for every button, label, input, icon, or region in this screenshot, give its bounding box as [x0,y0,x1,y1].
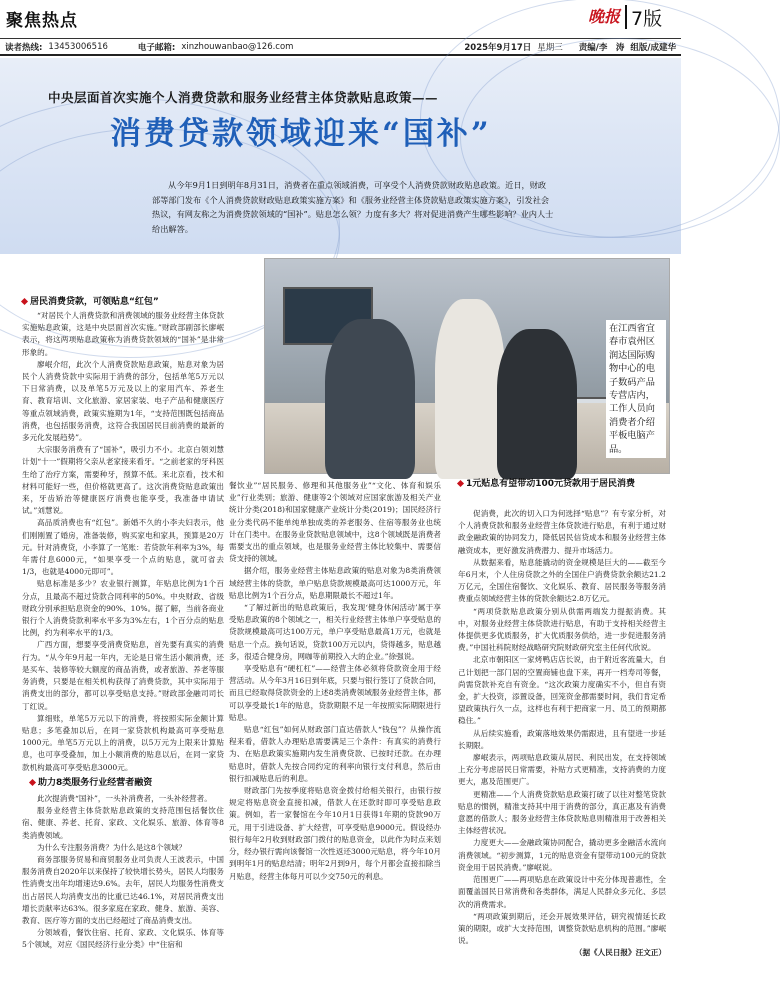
paragraph: 北京市朝阳区一家烤鸭店店长说，由于附近客流量大，自己计划把一部门居的空置商铺也盘下来，再开一档寿司等餐，尚需贷款补充自有资金。“这次政策力度确实不小，但自有资金，扩大投资，添置设备，回笼资金都需要时间，我们肯定希望政策执行久一点，这样也有利于把商家一月、员工的预期都稳住。” [458,655,666,726]
paper-logo: 晚报 [588,7,621,26]
paragraph: 服务业经营主体贷款贴息政策的支持范围包括餐饮住宿、健康、养老、托育、家政、文化娱乐、旅游、体育等8类消费领域。 [22,806,224,840]
kicker: 中央层面首次实施个人消费贷款和服务业经营主体贷款贴息政策—— [48,90,439,105]
page-number: 7版 [631,8,663,30]
editor-credit: 责编/李 涛 [578,42,625,53]
headline: 消费贷款领域迎来“国补” [110,116,492,152]
article-column-2 [229,480,441,955]
paragraph: 财政部门先按季度将贴息资金拨付给相关银行，由银行按规定将贴息资金直接扣减，借款人在还款时即可享受贴息政策。例如，若一家餐馆在今年10月1日获得1年期的贷款90万元，用于引进设备、扩大经营，可享受贴息9000元。假设经办银行每年2月收到财政部门拨付的贴息资金，以此作为时点来划分，经办银行需向该餐馆一次性返还3000元贴息，将今年10月到明年1月的贴息结清；明年2月到9月，每个月都会直接扣除当月贴息，经营主体每月可以少交750元的利息。 [229,786,441,881]
paragraph: 力度更大——金融政策协同配合，撬动更多金融活水流向消费领域。“初步测算，1元的贴息资金有望带动100元的贷款资金用于居民消费。”廖岷说。 [458,838,666,872]
paragraph: 从后续实施看，政策落地效果仍需跟进，且有望进一步延长期限。 [458,728,666,750]
paragraph: 廖岷表示，两项贴息政策从居民、利民出发，在支持领域上充分考虑居民日常需要，补贴方式更精准，支持消费的力度更大，惠及范围更广。 [458,753,666,787]
hotline-number: 13453006516 [48,41,108,52]
photo-caption: 在江西省宜春市袁州区润达国际购物中心的电子数码产品专营店内，工作人员向消费者介绍平板电脑产品。 [606,320,666,458]
hotline-label: 读者热线: [5,42,43,53]
subhead-consumer-loans: 居民消费贷款，可领贴息“红包” [22,296,159,309]
paragraph: 分领域看，餐饮住宿、托育、家政、文化娱乐、体育等5个领域，对应《国民经济行业分类》中“住宿和 [22,928,224,950]
article-column-1 [22,310,224,772]
paragraph: 此次提消费“国补”，一头补消费者，一头补经营者。 [37,794,212,803]
issue-date: 2025年9月17日 [464,42,532,53]
paragraph: 大宗服务消费有了“国补”，吸引力不小。北京白领刘慧计划“十一”假期将父亲从老家接来看牙。“之前老家的牙科医生给了治疗方案，需要种牙，预算不低。来北京看，技术和材料可能好一些，但价格就更高了。这次消费贷贴息政策出来，牙齿矫治等健康医疗消费也能享受，我准备申请试试。”刘慧说。 [22,445,224,516]
paragraph: “两项贷款贴息政策分别从供需两端发力提振消费。其中，对服务业经营主体贷款进行贴息，有助于支持相关经营主体提供更多优质服务，扩大优质服务供给，进一步促进服务消费。”中国社科院财经战略研究院财政研究室主任何代欣说。 [458,606,666,653]
email-label: 电子邮箱: [137,42,176,53]
paragraph: 享受贴息有“硬杠杠”——经营主体必须将贷款资金用于经营活动。从今年3月16日到年底，只要与银行签订了贷款合同，而且已经取得贷款资金的上述8类消费领域服务业经营主体，都可以享受最长1年的贴息，贷款期限不足一年按照实际期限进行贴息。 [229,664,441,722]
paragraph: 范围更广——两项贴息在政策设计中充分体现普惠性，全面覆盖国民日常消费和各类群体，满足人民群众多元化、多层次的消费需求。 [458,875,666,909]
paragraph: 促消费，此次的切入口为何选择“贴息”？有专家分析，对个人消费贷款和服务业经营主体贷款进行贴息，有利于通过财政金融政策的协同发力，降低居民信贷成本和服务业经营主体融资成本，更好激发消费潜力、提升市场活力。 [458,509,666,555]
article-column-3 [458,508,666,968]
paragraph: 商务部服务贸易和商贸服务业司负责人王波表示，中国服务消费自2020年以来保持了较快增长势头，居民人均服务性消费支出年均增速达9.6%。去年，居民人均服务性消费支出占居民人均消费支出的比重已达46.1%，对居民消费支出增长贡献率达63%。很多家庭在家政、健身、旅游、美容、教育、医疗等方面的支出已经超过了商品消费支出。 [22,855,224,926]
paragraph: 算细账，单笔5万元以下的消费，将按照实际金额计算贴息；多笔叠加以后，在同一家贷款机构最高可享受贴息1000元。单笔5万元以上的消费，以5万元为上限来计算贴息，也可享受叠加，加上小额消费的贴息以后，在同一家贷款机构最高可享受贴息3000元。 [22,713,224,772]
issue-weekday: 星期三 [537,42,563,53]
layout-credit: 组版/成建华 [630,42,676,53]
lead-paragraph: 从今年9月1日到明年8月31日，消费者在重点领域消费，可享受个人消费贷款财政贴息政策。近日，财政部等部门发布《个人消费贷款财政贴息政策实施方案》和《服务业经营主体贷款贴息政策实施方案》，引发社会热议，有网友称之为消费贷款领域的“国补”。贴息怎么领？力度有多大？将对促进消费产生哪些影响？业内人士给出解答。 [152,180,554,234]
section-title: 聚焦热点 [6,11,78,31]
paragraph: 贴息“红包”如何从财政部门直达借款人“钱包”？从操作流程来看，借款人办理贴息需要满足三个条件：有真实的消费行为、在贴息政策实施期内发生消费贷款、已按时还款。在办理贴息时，借款人先按合同约定的利率向银行支付利息，然后由银行扣减贴息后的利息。 [229,725,441,783]
subhead-service-industry: 助力8类服务行业经营者融资 [30,777,152,790]
paragraph: 为什么专注服务消费？为什么是这8个领域？ [37,842,187,852]
subhead-leverage: 1元贴息有望带动100元贷款用于居民消费 [458,478,666,491]
paragraph: 餐饮业”“居民服务、修理和其他服务业”“文化、体育和娱乐业”行业类别；旅游、健康等2个领域对应国家旅游及相关产业统计分类(2018)和国家健康产业统计分类(2019)；国民经济行业分类代码不能单纯单独成类的养老服务、住宿等服务业也统计在门类中。在服务业贷款贴息领域中，这8个领域既是消费者需要支出的重点领域，也是服务业经营主体比较集中、需要信贷支持的领域。 [229,481,441,564]
paragraph: “两项政策到期后，还会开展效果评估，研究视情延长政策的期限，或扩大支持范围，调整贷款贴息机构的范围。”廖岷说。 [458,911,666,946]
email-address: xinzhouwanbao@126.com [181,41,294,52]
paragraph: 高品质消费也有“红包”。新婚不久的小李夫妇表示，他们刚刚置了婚房，准备装修，购买家电和家具，预算是20万元。针对消费贷，小李算了一笔账：若贷款年利率为3%，每年需付息6000元，“如果享受一个点的贴息，就可省去1/3，也就是4000元即可”。 [22,518,224,577]
paragraph: 从数据来看，贴息能撬动的资金规模是巨大的——截至今年6月末，个人住房贷款之外的全国住户消费贷款余额达21.2万亿元，全国住宿餐饮、文化娱乐、教育、居民服务等服务消费重点领域经营主体的贷款余额达2.8万亿元。 [458,557,666,604]
source-credit: （据《人民日报》汪文正） [574,948,666,958]
paragraph: 据介绍，服务业经营主体贴息政策的贴息对象为8类消费领域经营主体的贷款，单户贴息贷款规模最高可达1000万元，年贴息比例为1个百分点，贴息期限最长不超过1年。 [229,566,441,600]
paragraph: 贴息标准是多少？农业银行测算，年贴息比例为1个百分点，且最高不超过贷款合同利率的50%。中央财政、省级财政分别承担贴息资金的90%、10%。据了解，当前各商业银行个人消费贷款利率水平多为3%左右，1个百分点的贴息比例，约为利率水平的1/3。 [22,579,224,638]
paragraph: “了解过新出的贴息政策后，我发现‘健身休闲活动’属于享受贴息政策的8个领域之一，相关行业经营主体单户享受贴息的贷款规模最高可达100万元，单户享受贴息最高1万元，也就是贴息一个点。换句话说，贷款100万元以内，贷得越多，贴息越多，很适合健身房，网咖等前期投入大的企业。”徐强说。 [229,603,441,661]
article-column-1b [22,793,224,950]
paragraph: 廖岷介绍，此次个人消费贷款贴息政策，贴息对象为居民个人消费贷款中实际用于消费的部分，包括单笔5万元以下日常消费，以及单笔5万元及以上的家用汽车、养老生育、教育培训、文化旅游、家居家装、电子产品和健康医疗等重点领域消费，政策实施期为1年，“支持范围既包括商品消费，也包括服务消费，这符合我国居民目前消费的最新的多元化发展趋势”。 [22,359,224,443]
paragraph: 更精准——个人消费贷款贴息政策打破了以往对整笔贷款贴息的惯例，精准支持其中用于消费的部分，真正惠及有消费意愿的借款人；服务业经营主体贷款贴息则精准用于改善相关主体经营状况。 [458,789,666,836]
paragraph: 广西方面，想要享受消费贷贴息，首先要有真实的消费行为。“从今年9月起一年内，无论是日常生活小额消费，还是买车、装修等较大额度的商品消费，或者旅游、养老等服务消费，只要是在相关机构获得了消费贷款，其中实际用于消费支出的部分，都可以享受贴息支持。”财政部金融司司长丁红说。 [22,640,224,711]
paragraph: “对居民个人消费贷款和消费领域的服务业经营主体贷款实施贴息政策，这是中央层面首次实施。”财政部副部长廖岷表示，将这两项贴息政策称为消费贷款领域的“国补”是非常形象的。 [22,311,224,357]
